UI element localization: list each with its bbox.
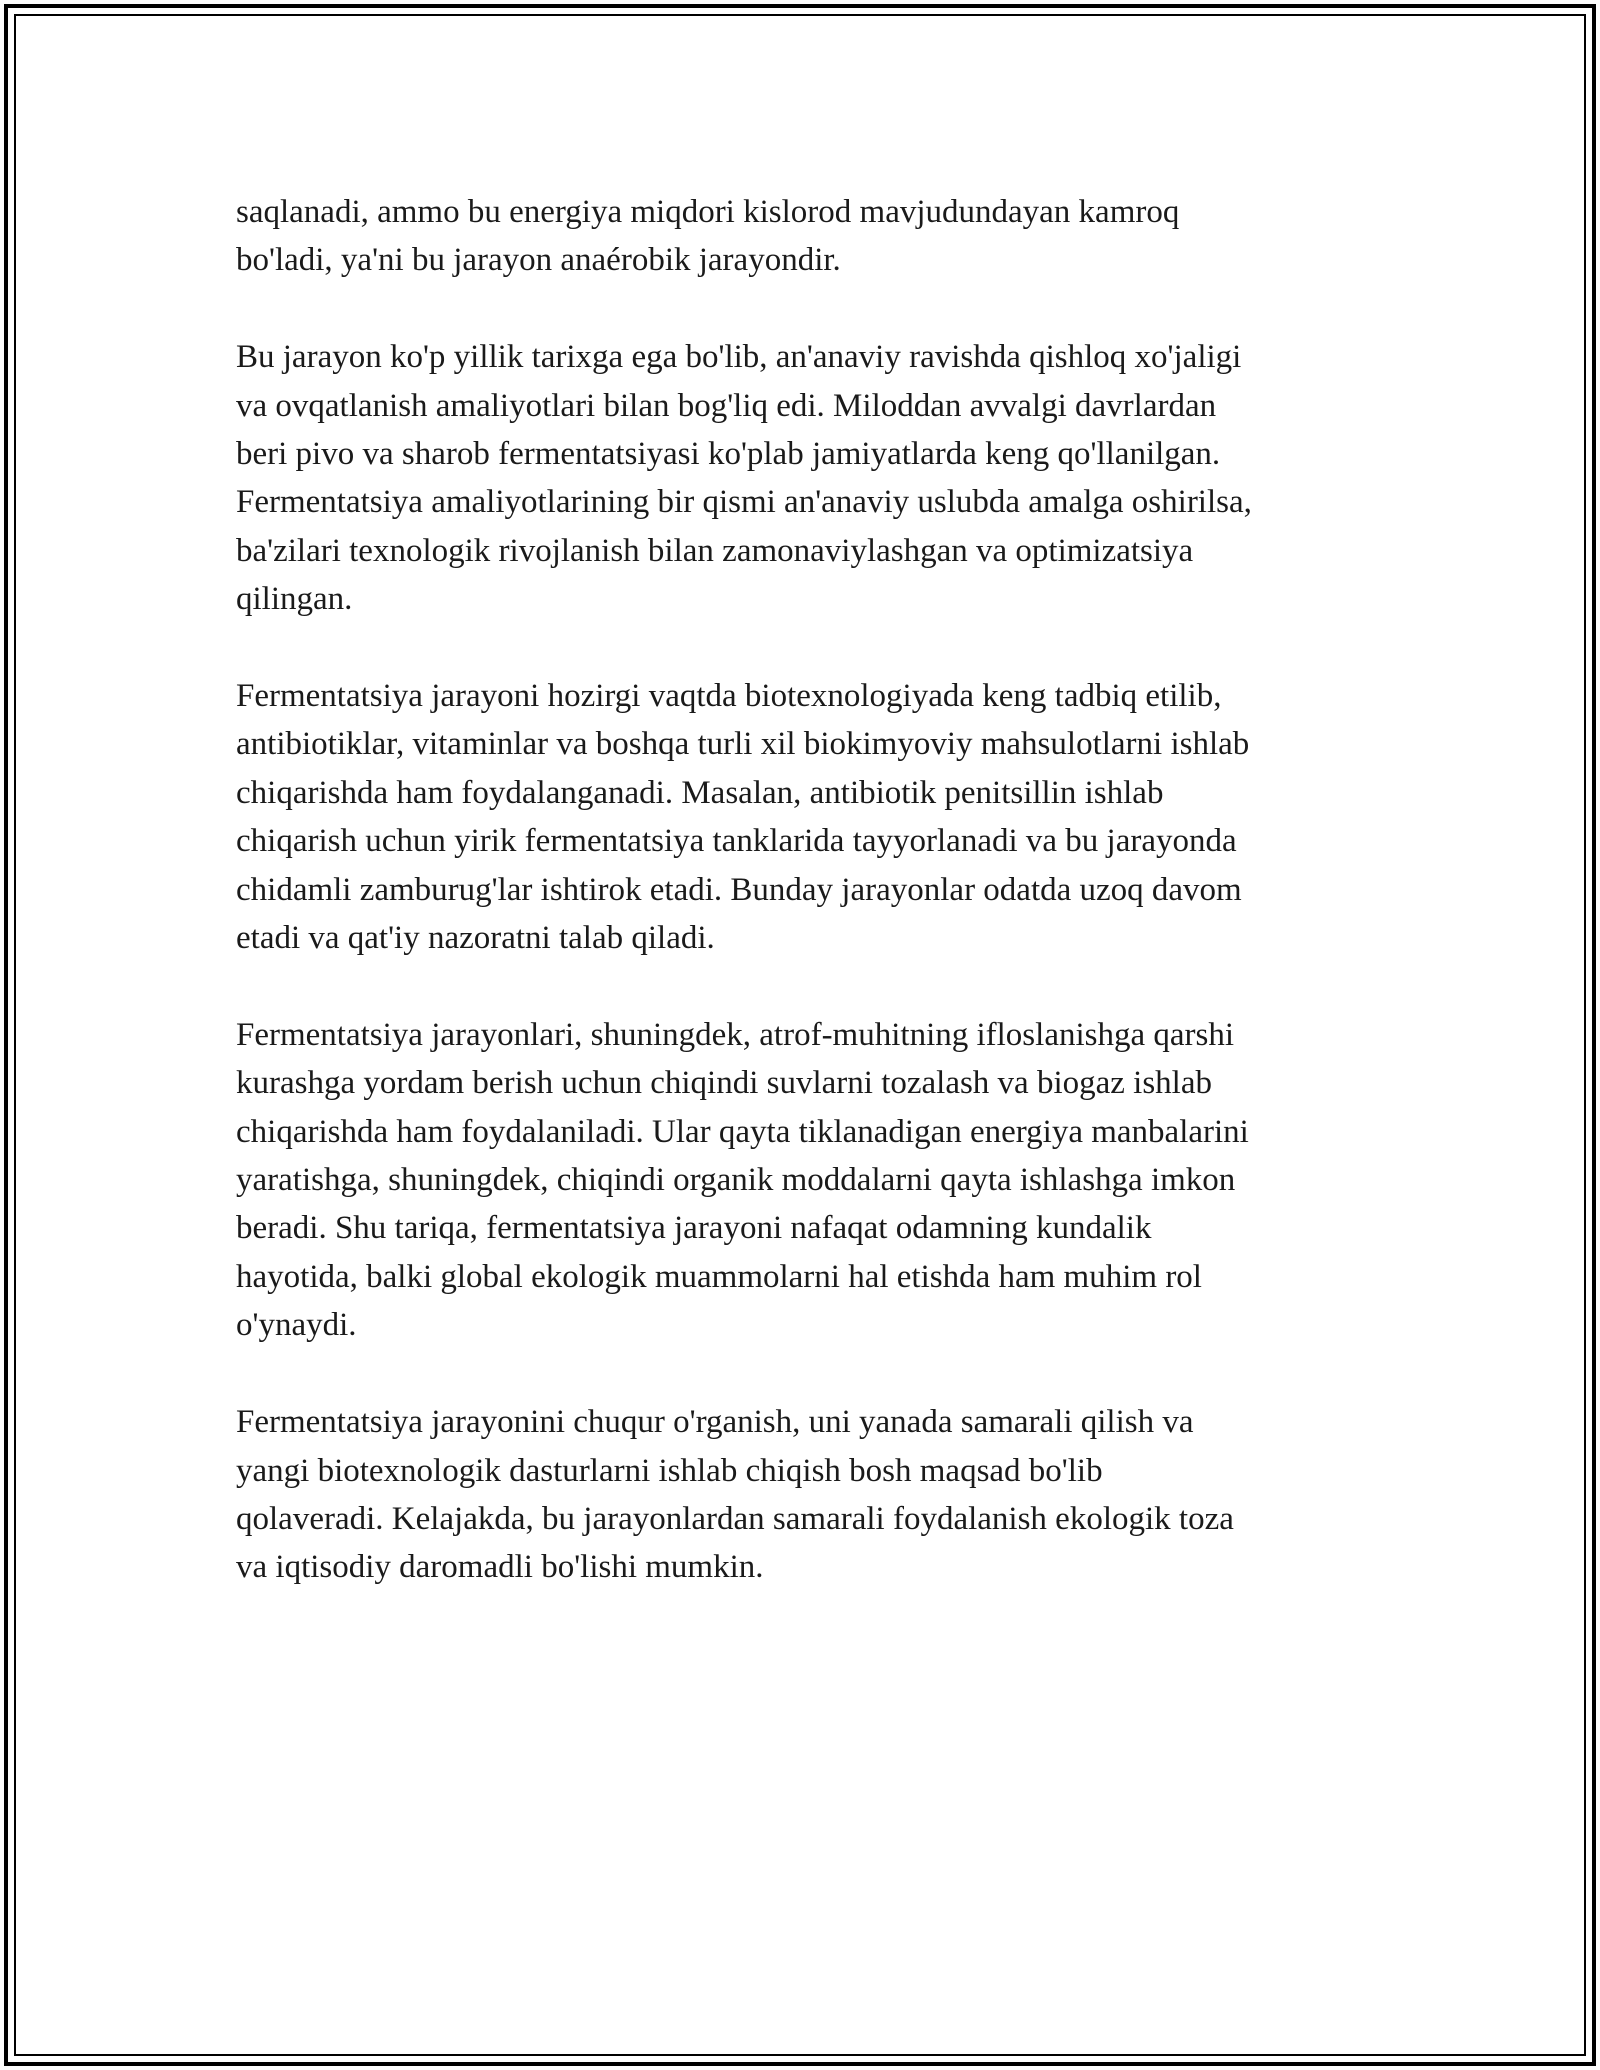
paragraph-2: Bu jarayon ko'p yillik tarixga ega bo'lib, an'anaviy ravishda qishloq xo'jaligi va ovqatlanish amaliyotlari bilan bog'liq edi. Miloddan avvalgi davrlardan beri pivo va sharob fermentatsiyasi ko'plab jamiyatlarda keng qo'llanilgan. Fermentatsiya amaliyotlarining bir qismi an'anaviy uslubda amalga oshirilsa, ba'zilari texnologik rivojlanish bilan zamonaviylashgan va optimizatsiya qilingan. bbox=[236, 339, 1252, 618]
document-body bbox=[236, 188, 1386, 1640]
paragraph-4: Fermentatsiya jarayonlari, shuningdek, atrof-muhitning ifloslanishga qarshi kurashga yordam berish uchun chiqindi suvlarni tozalash va biogaz ishlab chiqarishda ham foydalaniladi. Ular qayta tiklanadigan energiya manbalarini yaratishga, shuningdek, chiqindi organik moddalarni qayta ishlashga imkon beradi. Shu tariqa, fermentatsiya jarayoni nafaqat odamning kundalik hayotida, balki global ekologik muammolarni hal etishda ham muhim rol o'ynaydi. bbox=[236, 1016, 1249, 1344]
paragraph-3: Fermentatsiya jarayoni hozirgi vaqtda biotexnologiyada keng tadbiq etilib, antibiotiklar, vitaminlar va boshqa turli xil biokimyoviy mahsulotlarni ishlab chiqarishda ham foydalanganadi. Masalan, antibiotik penitsillin ishlab chiqarish uchun yirik fermentatsiya tanklarida tayyorlanadi va bu jarayonda chidamli zamburug'lar ishtirok etadi. Bunday jarayonlar odatda uzoq davom etadi va qat'iy nazoratni talab qiladi. bbox=[236, 678, 1250, 957]
paragraph-5: Fermentatsiya jarayonini chuqur o'rganish, uni yanada samarali qilish va yangi biotexnologik dasturlarni ishlab chiqish bosh maqsad bo'lib qolaveradi. Kelajakda, bu jarayonlardan samarali foydalanish ekologik toza va iqtisodiy daromadli bo'lishi mumkin. bbox=[236, 1404, 1234, 1586]
paragraph-1: saqlanadi, ammo bu energiya miqdori kislorod mavjudundayan kamroq bo'ladi, ya'ni bu jarayon anaérobik jarayondir. bbox=[236, 194, 1180, 279]
